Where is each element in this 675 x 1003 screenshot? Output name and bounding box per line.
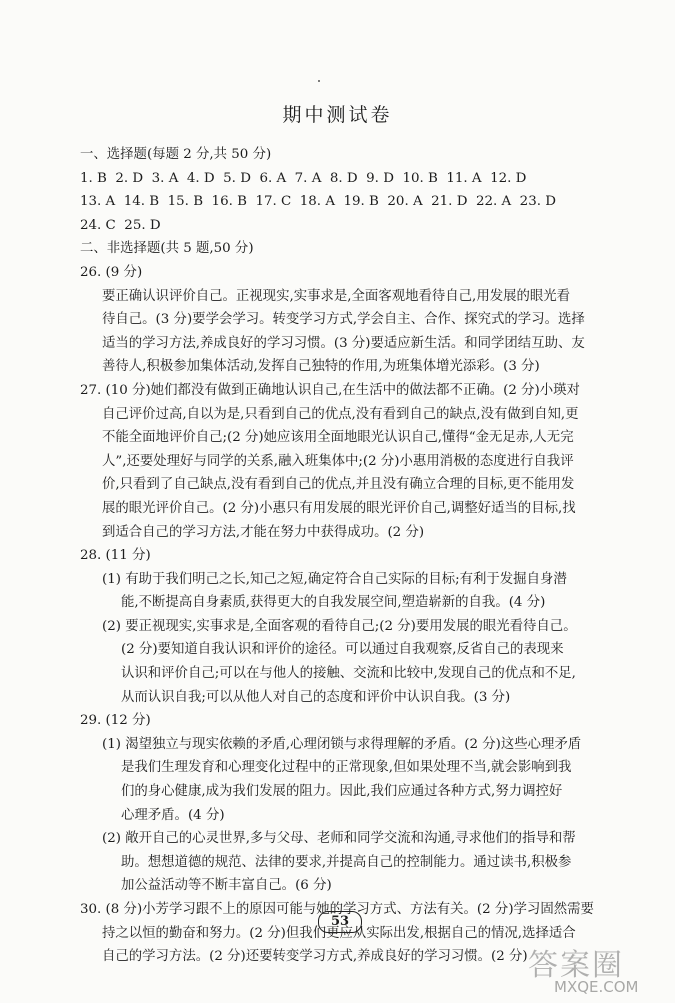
text-line: 二、非选择题(共 5 题,50 分) [80, 241, 254, 257]
text-line: 善待人,积极参加集体活动,发挥自己独特的作用,为班集体增光添彩。(3 分) [102, 359, 540, 375]
text-line: (1) 有助于我们明己之长,知己之短,确定符合自己实际的目标;有利于发掘自身潜 [102, 571, 567, 587]
text-line: 自己评价过高,自以为是,只看到自己的优点,没有看到自己的缺点,没有做到自知,更 [102, 406, 579, 422]
text-line: 心理矛盾。(4 分) [121, 807, 225, 823]
text-line: 人”,还要处理好与同学的关系,融入班集体中;(2 分)小惠用消极的态度进行自我评 [102, 453, 574, 469]
answer-body [80, 143, 630, 969]
text-line: 持之以恒的勤奋和努力。(2 分)但我们更应从实际出发,根据自己的情况,选择适合 [102, 925, 576, 941]
text-line: 从而认识自我;可以从他人对自己的态度和评价中认识自我。(3 分) [121, 689, 511, 705]
text-line: 29. (12 分) [80, 713, 151, 729]
watermark-logo [528, 940, 668, 1000]
text-line: 一、选择题(每题 2 分,共 50 分) [80, 147, 272, 162]
text-line: 展的眼光评价自己。(2 分)小惠只有用发展的眼光评价自己,调整好适当的目标,找 [102, 500, 576, 516]
text-line: 不能全面地评价自己;(2 分)她应该用全面地眼光认识自己,懂得“金无足赤,人无完 [102, 430, 574, 446]
text-line: 1. B 2. D 3. A 4. D 5. D 6. A 7. A 8. D 9. D 10. B 11. A 12. D [80, 170, 527, 186]
text-line: 助。想想道德的规范、法律的要求,并提高自己的控制能力。通过读书,积极参 [121, 854, 572, 870]
text-line: (1) 渴望独立与现实依赖的矛盾,心理闭锁与求得理解的矛盾。(2 分)这些心理矛盾 [102, 736, 582, 752]
text-line: 26. (9 分) [80, 264, 143, 280]
header-dot [318, 80, 320, 82]
text-line: (2) 敞开自己的心灵世界,多与父母、老师和同学交流和沟通,寻求他们的指导和帮 [102, 831, 576, 847]
text-line: 们的身心健康,成为我们发展的阻力。因此,我们应通过各种方式,努力调控好 [121, 784, 563, 800]
text-line: 要正确认识评价自己。正视现实,实事求是,全面客观地看待自己,用发展的眼光看 [102, 288, 571, 304]
text-line: 适当的学习方法,养成良好的学习习惯。(3 分)要适应新生活。和同学团结互助、友 [102, 335, 585, 351]
text-line: (2) 要正视现实,实事求是,全面客观的看待自己;(2 分)要用发展的眼光看待自己。 [102, 618, 577, 634]
text-line: (2 分)要知道自我认识和评价的途径。可以通过自我观察,反省自己的表现来 [121, 642, 564, 658]
text-line: 待自己。(3 分)要学会学习。转变学习方式,学会自主、合作、探究式的学习。选择 [102, 312, 585, 328]
page-title: 期中测试卷 [282, 104, 393, 126]
text-line: 13. A 14. B 15. B 16. B 17. C 18. A 19. B 20. A 21. D 22. A 23. D [80, 194, 556, 210]
text-line: 价,只看到了自己缺点,没有看到自己的优点,并且没有确立合理的目标,更不能用发 [102, 477, 575, 493]
text-line: 加公益活动等不断丰富自己。(6 分) [121, 878, 332, 894]
text-line: 到适合自己的学习方法,才能在努力中获得成功。(2 分) [102, 524, 425, 540]
text-line: 28. (11 分) [80, 548, 151, 564]
text-line: 24. C 25. D [80, 217, 161, 233]
watermark-url: MXQE.COM [554, 978, 639, 996]
text-line: 认识和评价自己;可以在与他人的接触、交流和比较中,发现自己的优点和不足, [121, 666, 576, 682]
text-line: 27. (10 分)她们都没有做到正确地认识自己,在生活中的做法都不正确。(2 分)小瑛对 [80, 382, 580, 398]
text-line: 是我们生理发育和心理变化过程中的正常现象,但如果处理不当,就会影响到我 [121, 760, 572, 776]
watermark-text: 答案圈 [528, 948, 624, 983]
text-line: 30. (8 分)小芳学习跟不上的原因可能与她的学习方式、方法有关。(2 分)学习固然需要 [80, 902, 594, 917]
text-line: 自己的学习方法。(2 分)还要转变学习方式,养成良好的学习习惯。(2 分) [102, 949, 528, 965]
text-line: 能,不断提高自身素质,获得更大的自我发展空间,塑造崭新的自我。(4 分) [121, 595, 546, 611]
page-number: 53 [318, 911, 362, 933]
